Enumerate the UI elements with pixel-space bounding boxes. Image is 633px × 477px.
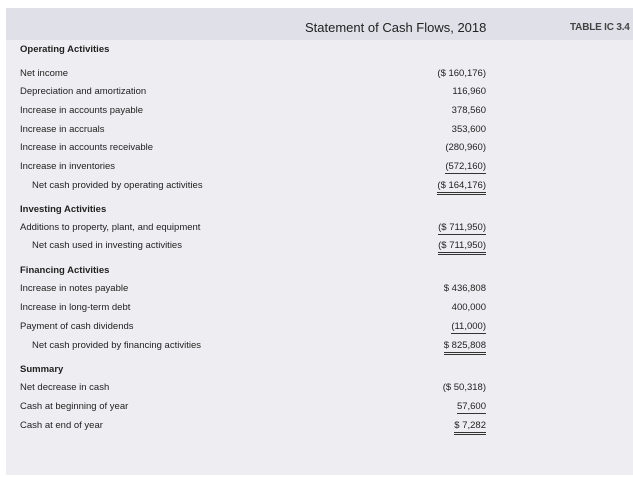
row-value: ($ 160,176)	[437, 68, 486, 79]
table-row	[20, 161, 620, 175]
table-row	[20, 68, 620, 82]
table-id: TABLE IC 3.4	[570, 22, 630, 33]
row-value: 378,560	[451, 105, 486, 116]
table-row-total	[20, 180, 620, 194]
table-row	[20, 382, 620, 396]
row-label: Net cash provided by financing activities	[32, 340, 201, 351]
row-label: Net income	[20, 68, 69, 79]
row-value: $ 436,808	[443, 283, 486, 294]
table-row	[20, 321, 620, 335]
row-label: Cash at beginning of year	[20, 401, 129, 412]
row-value: 57,600	[456, 401, 486, 412]
row-value: ($ 164,176)	[437, 180, 486, 195]
row-label: Increase in notes payable	[20, 283, 129, 294]
row-value: ($ 711,950)	[438, 222, 486, 233]
row-label: Net cash provided by operating activities	[32, 180, 203, 191]
section-heading-operating	[20, 44, 620, 58]
table-row	[20, 105, 620, 119]
table-row-total	[20, 420, 620, 434]
row-value: $ 825,808	[444, 340, 486, 355]
row-label: Net decrease in cash	[20, 382, 110, 393]
row-value: ($ 711,950)	[438, 240, 486, 255]
table-row	[20, 401, 620, 415]
table-row-total	[20, 240, 620, 254]
row-label: Net cash used in investing activities	[32, 240, 182, 251]
table-row	[20, 302, 620, 316]
section-heading-label: Investing Activities	[20, 204, 107, 215]
row-label: Cash at end of year	[20, 420, 103, 431]
row-value: 116,960	[452, 86, 486, 97]
row-label: Increase in long-term debt	[20, 302, 131, 313]
row-value: (280,960)	[445, 142, 486, 153]
row-label: Payment of cash dividends	[20, 321, 134, 332]
section-heading-label: Financing Activities	[20, 265, 110, 276]
row-value: (572,160)	[445, 161, 486, 172]
row-label: Increase in inventories	[20, 161, 116, 172]
row-label: Increase in accounts receivable	[20, 142, 154, 153]
row-value: (11,000)	[451, 321, 486, 332]
row-value: $ 7,282	[454, 420, 486, 435]
row-label: Additions to property, plant, and equipment	[20, 222, 201, 233]
section-heading-label: Operating Activities	[20, 44, 110, 55]
table-row	[20, 86, 620, 100]
row-label: Increase in accounts payable	[20, 105, 144, 116]
table-row	[20, 283, 620, 297]
section-heading-investing	[20, 204, 620, 218]
table-row	[20, 142, 620, 156]
table-row	[20, 124, 620, 138]
row-value: 353,600	[451, 124, 486, 135]
row-label: Increase in accruals	[20, 124, 105, 135]
section-heading-label: Summary	[20, 364, 64, 375]
row-value: 400,000	[451, 302, 486, 313]
table-row-total	[20, 340, 620, 354]
table-title: Statement of Cash Flows, 2018	[305, 20, 487, 35]
row-value: ($ 50,318)	[442, 382, 486, 393]
section-heading-summary	[20, 364, 620, 378]
section-heading-financing	[20, 265, 620, 279]
table-row	[20, 222, 620, 236]
row-label: Depreciation and amortization	[20, 86, 147, 97]
